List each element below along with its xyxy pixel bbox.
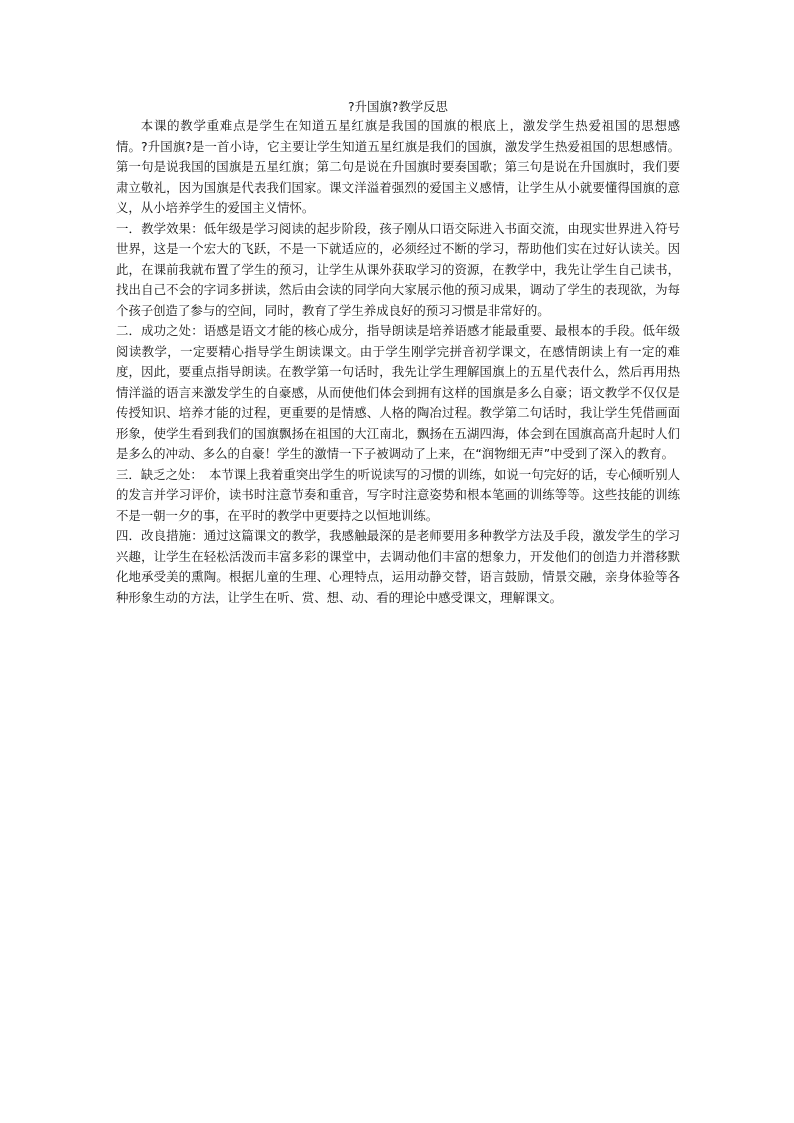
improvement-paragraph: 四．改良措施：通过这篇课文的教学，我感触最深的是老师要用多种教学方法及手段，激发学生的学习兴趣，让学生在轻松活泼而丰富多彩的课堂中，去调动他们丰富的想象力，开发他们的创造力并潜移默化地承受美的熏陶。根据儿童的生理、心理特点，运用动静交替，语言鼓励，情景交融，亲身体验等各种形象生动的方法，让学生在听、赏、想、动、看的理论中感受课文，理解课文。 bbox=[116, 528, 680, 605]
success-paragraph: 二．成功之处：语感是语文才能的核心成分，指导朗读是培养语感才能最重要、最根本的手段。低年级阅读教学，一定要精心指导学生朗读课文。由于学生刚学完拼音初学课文，在感情朗读上有一定的难度，因此，要重点指导朗读。在教学第一句话时，我先让学生理解国旗上的五星代表什么，然后再用热情洋溢的语言来激发学生的自豪感，从而使他们体会到拥有这样的国旗是多么自豪；语文教学不仅仅是传授知识、培养才能的过程，更重要的是情感、人格的陶冶过程。教学第二句话时，我让学生凭借画面形象，使学生看到我们的国旗飘扬在祖国的大江南北，飘扬在五湖四海，体会到在国旗高高升起时人们是多么的冲动、多么的自豪！学生的激情一下子被调动了上来，在“润物细无声”中受到了深入的教育。 bbox=[116, 323, 680, 461]
teaching-effect-paragraph: 一．教学效果：低年级是学习阅读的起步阶段，孩子刚从口语交际进入书面交流，由现实世界进入符号世界，这是一个宏大的飞跃，不是一下就适应的，必须经过不断的学习，帮助他们实在过好认读关。因此，在课前我就布置了学生的预习，让学生从课外获取学习的资源，在教学中，我先让学生自己读书，找出自己不会的字词多拼读，然后由会读的同学向大家展示他的预习成果，调动了学生的表现欲，为每个孩子创造了参与的空间，同时，教育了学生养成良好的预习习惯是非常好的。 bbox=[116, 220, 680, 318]
document-title: ?升国旗?教学反思 bbox=[348, 99, 448, 114]
document-page bbox=[116, 99, 680, 608]
intro-paragraph: 本课的教学重难点是学生在知道五星红旗是我国的国旗的根底上，激发学生热爱祖国的思想感情。?升国旗?是一首小诗，它主要让学生知道五星红旗是我们的国旗，激发学生热爱祖国的思想感情。第一句是说我国的国旗是五星红旗；第二句是说在升国旗时要奏国歌；第三句是说在升国旗时，我们要肃立敬礼，因为国旗是代表我们国家。课文洋溢着强烈的爱国主义感情，让学生从小就要懂得国旗的意义，从小培养学生的爱国主义情怀。 bbox=[116, 118, 680, 215]
shortcomings-paragraph: 三．缺乏之处： 本节课上我着重突出学生的听说读写的习惯的训练，如说一句完好的话，专心倾听别人的发言并学习评价，读书时注意节奏和重音，写字时注意姿势和根本笔画的训练等等。这些技能的训练不是一朝一夕的事，在平时的教学中更要持之以恒地训练。 bbox=[116, 466, 680, 523]
